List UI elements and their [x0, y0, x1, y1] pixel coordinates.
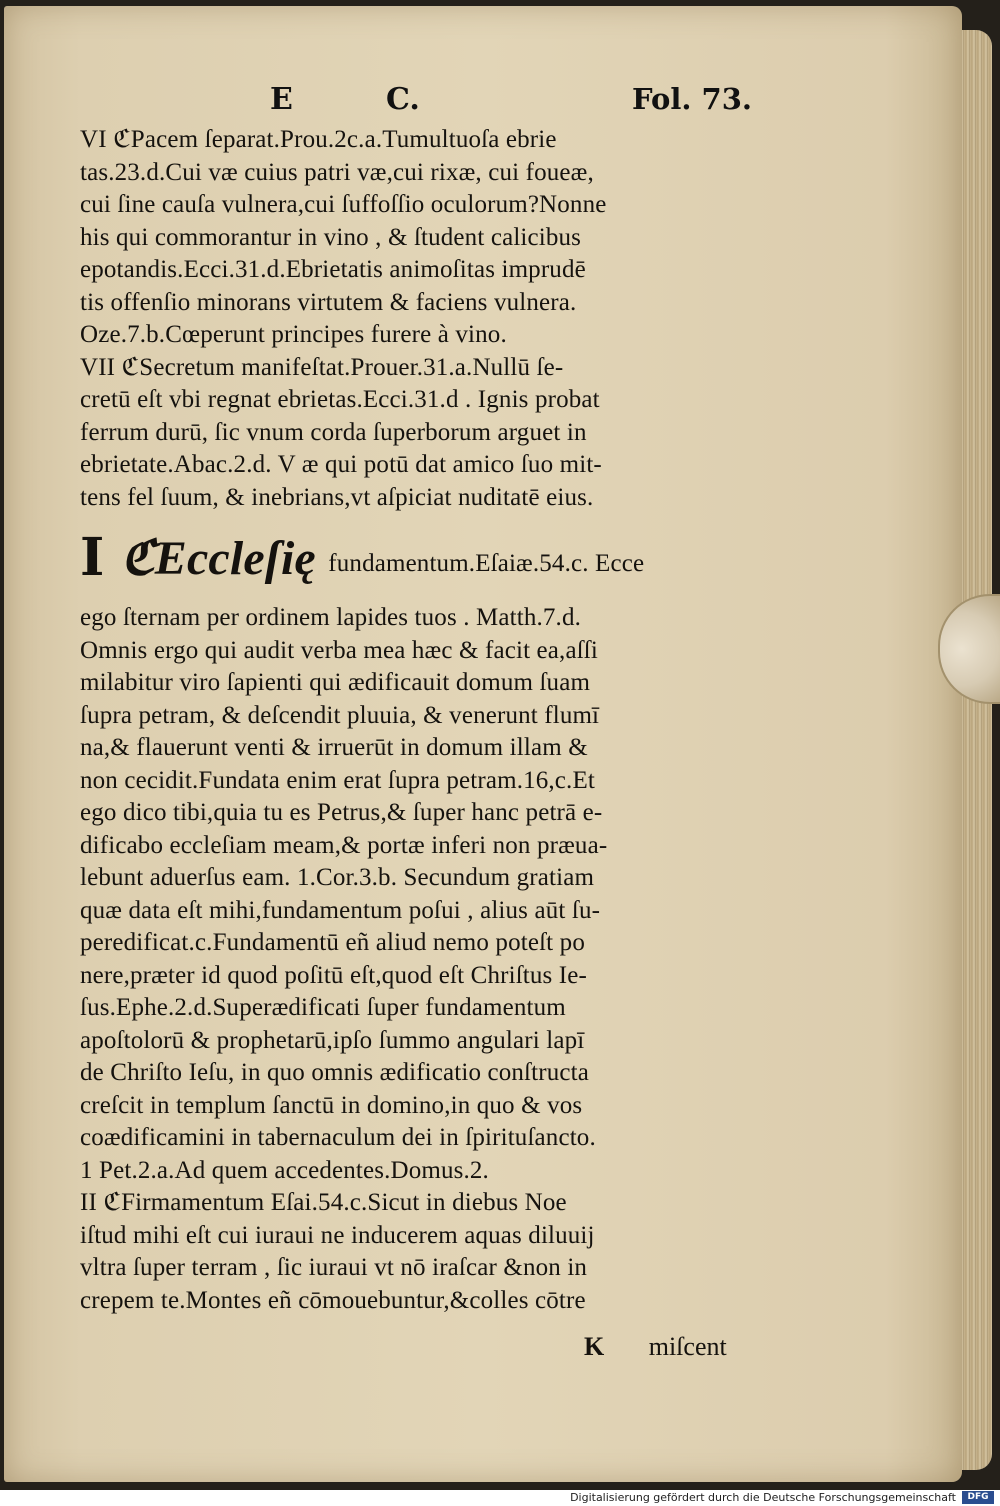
dfg-logo-icon: DFG: [962, 1491, 994, 1504]
signature-mark: K: [584, 1332, 605, 1361]
text-line: milabitur viro ſapienti qui ædificauit domum ſuam: [80, 669, 591, 696]
text-line: 1 Pet.2.a.Ad quem accedentes.Domus.2.: [80, 1156, 489, 1184]
section-heading-line: [80, 520, 794, 596]
text-line: vltra ſuper terram , ſic iuraui vt nō iraſcar &non in: [80, 1254, 588, 1281]
text-line: creſcit in templum ſanctū in domino,in quo & vos: [80, 1091, 583, 1119]
text-line: ſus.Ephe.2.d.Superædificati ſuper fundamentum: [80, 994, 566, 1021]
text-line: nere,præter id quod poſitū eſt,quod eſt Chriſtus Ie-: [80, 961, 588, 989]
running-header: [74, 76, 774, 122]
text-line: cretū eſt vbi regnat ebrietas.Ecci.31.d . Ignis probat: [80, 386, 600, 413]
text-block: [80, 124, 794, 1317]
text-line: Omnis ergo qui audit verba mea hæc & facit ea,aſſi: [80, 636, 598, 664]
section-heading-rest: fundamentum.Eſaiæ.54.c. Ecce: [328, 550, 645, 577]
text-line: crepem te.Montes eñ cōmouebuntur,&colles cōtre: [80, 1286, 586, 1314]
header-center: C.: [386, 82, 420, 117]
book-page: [4, 6, 962, 1482]
text-line: lebunt aduerſus eam. 1.Cor.3.b. Secundum gratiam: [80, 864, 595, 891]
text-line: tas.23.d.Cui væ cuius patri væ,cui rixæ, cui foueæ,: [80, 158, 594, 186]
catchword: miſcent: [648, 1332, 727, 1361]
text-line: apoſtolorū & prophetarū,ipſo ſummo angulari lapī: [80, 1026, 585, 1054]
text-line: Oze.7.b.Cœperunt principes furere à vino.: [80, 321, 507, 348]
header-left: E: [270, 82, 293, 117]
page-edges: [958, 30, 992, 1470]
footer-bar: [0, 1490, 1000, 1506]
text-line: his qui commorantur in vino , & ſtudent calicibus: [80, 223, 582, 251]
text-line: quæ data eſt mihi,fundamentum poſui , alius aūt ſu-: [80, 896, 601, 924]
text-line: ebrietate.Abac.2.d. V æ qui potū dat amico ſuo mit-: [80, 451, 602, 478]
text-line: epotandis.Ecci.31.d.Ebrietatis animoſitas imprudē: [80, 256, 586, 283]
text-line: ego ſternam per ordinem lapides tuos . Matth.7.d.: [80, 604, 581, 631]
text-line: tens fel ſuum, & inebrians,vt aſpiciat nuditatē eius.: [80, 483, 594, 511]
text-line: non cecidit.Fundata enim erat ſupra petram.16,c.Et: [80, 766, 595, 794]
text-line: cui ſine cauſa vulnera,cui ſuffoſſio oculorum?Nonne: [80, 191, 607, 218]
text-line: ego dico tibi,quia tu es Petrus,& ſuper hanc petrā e-: [80, 799, 603, 826]
folio-number: Fol. 73.: [632, 82, 753, 116]
footer-credit: Digitalisierung gefördert durch die Deutsche Forschungsgemeinschaft: [570, 1491, 956, 1504]
text-line: II ℭFirmamentum Eſai.54.c.Sicut in diebus Noe: [80, 1189, 567, 1216]
text-line: VII ℭSecretum manifeſtat.Prouer.31.a.Nullū ſe-: [80, 353, 564, 381]
text-line: coædificamini in tabernaculum dei in ſpirituſancto.: [80, 1124, 596, 1151]
section-numeral: I: [80, 527, 105, 588]
section-heading-word: ℭEccleſię: [120, 532, 316, 585]
text-line: ſupra petram, & deſcendit pluuia, & venerunt flumī: [80, 701, 600, 729]
text-line: tis offenſio minorans virtutem & faciens vulnera.: [80, 288, 577, 316]
text-line: ferrum durū, ſic vnum corda ſuperborum arguet in: [80, 418, 587, 446]
text-line: iſtud mihi eſt cui iuraui ne inducerem aquas diluuij: [80, 1221, 595, 1249]
text-line: peredificat.c.Fundamentū eñ aliud nemo poteſt po: [80, 929, 585, 956]
text-line: de Chriſto Ieſu, in quo omnis ædificatio conſtructa: [80, 1059, 589, 1086]
text-line: VI ℭPacem ſeparat.Prou.2c.a.Tumultuoſa ebrie: [80, 126, 557, 153]
catchword-line: [584, 1332, 727, 1362]
text-line: na,& flauerunt venti & irruerūt in domum illam &: [80, 734, 588, 761]
text-line: dificabo eccleſiam meam,& portæ inferi non præua-: [80, 831, 608, 859]
